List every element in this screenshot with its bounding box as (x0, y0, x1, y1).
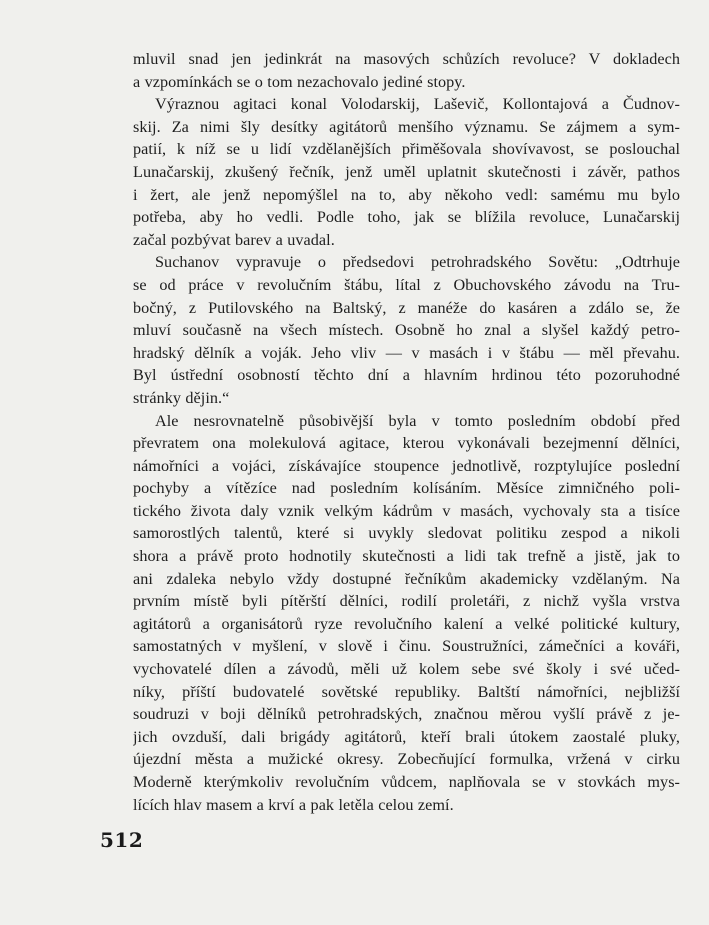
text-line: Byl ústřední osobností těchto dní a hlavním hrdinou této pozoruhodné (133, 366, 680, 385)
text-line: stránky dějin.“ (133, 388, 230, 407)
text-line: pochyby a vítězíce nad posledním kolísáním. Měsíce zimničného poli- (133, 479, 680, 498)
paragraph (133, 251, 680, 409)
text-line: ani zdaleka nebylo vždy dostupné řečníkům akademicky vzdělaným. Na (133, 569, 680, 588)
text-line: jich ovzduší, dali brigády agitátorů, kteří brali útokem zaostalé pluky, (133, 727, 680, 746)
text-line: tického života daly vznik velkým kádrům v masách, vychovaly sta a tisíce (133, 501, 680, 520)
text-line: potřeba, aby ho vedli. Podle toho, jak se blížila revoluce, Lunačarskij (133, 208, 680, 227)
text-line: hradský dělník a voják. Jeho vliv — v masách i v štábu — měl převahu. (133, 343, 680, 362)
paragraph (133, 48, 680, 93)
text-line: samorostlých talentů, které si uvykly sledovat politiku zespod a nikoli (133, 524, 680, 543)
text-line: Výraznou agitaci konal Volodarskij, Laševič, Kollontajová a Čudnov- (155, 95, 680, 114)
text-line: Lunačarskij, zkušený řečník, jenž uměl uplatnit skutečnosti i závěr, pathos (133, 162, 680, 181)
text-line: újezdní města a mužické okresy. Zobecňující formulka, vržená v cirku (133, 750, 680, 769)
text-line: skij. Za nimi šly desítky agitátorů menšího významu. Se zájmem a sym- (133, 117, 680, 136)
paragraph (133, 93, 680, 251)
text-line: začal pozbývat barev a uvadal. (133, 230, 335, 249)
text-line: samostatných v myšlení, v slově i činu. Soustružníci, zámečníci a kováři, (133, 637, 680, 656)
text-line: i žert, ale jenž nepomýšlel na to, aby někoho vedl: samému mu bylo (133, 185, 680, 204)
text-line: Ale nesrovnatelně působivější byla v tomto posledním období před (155, 411, 680, 430)
text-line: soudruzi v boji dělníků petrohradských, značnou měrou vyšlí právě z je- (133, 705, 680, 724)
text-line: mluví současně na všech místech. Osobně ho znal a slyšel každý petro- (133, 321, 680, 340)
page-number: 512 (100, 828, 144, 852)
text-line: níky, příští budovatelé sovětské republiky. Baltští námořníci, nejbližší (133, 682, 680, 701)
text-line: agitátorů a organisátorů ryze revolučního kalení a velké politické kultury, (133, 614, 680, 633)
text-line: prvním místě byli pítěrští dělníci, rodilí proletáři, z nichž vyšla vrstva (133, 592, 680, 611)
paragraph (133, 410, 680, 817)
text-line: shora a právě proto hodnotily skutečnosti a lidi tak trefně a jistě, jak to (133, 547, 680, 566)
text-line: se od práce v revolučním štábu, lítal z Obuchovského závodu na Tru- (133, 275, 680, 294)
text-line: a vzpomínkách se o tom nezachovalo jediné stopy. (133, 72, 466, 91)
text-line: vychovatelé dílen a závodů, měli už kolem sebe své školy i své učed- (133, 660, 680, 679)
text-line: patií, k níž se u lidí vzdělanějších přiměšovala shovívavost, se poslouchal (133, 140, 680, 159)
text-line: bočný, z Putilovského na Baltský, z manéže do kasáren a zdálo se, že (133, 298, 680, 317)
text-line: Suchanov vypravuje o předsedovi petrohradského Sovětu: „Odtrhuje (155, 253, 680, 272)
text-line: lících hlav masem a krví a pak letěla celou zemí. (133, 795, 454, 814)
text-line: Moderně kterýmkoliv revolučním vůdcem, naplňovala se v stovkách mys- (133, 773, 680, 791)
text-line: námořníci a vojáci, získávajíce stoupence jednotlivě, rozptylujíce poslední (133, 456, 680, 475)
body-text (133, 48, 680, 816)
text-line: převratem ona molekulová agitace, kterou vykonávali bezejmenní dělníci, (133, 434, 680, 453)
text-line: mluvil snad jen jedinkrát na masových schůzích revoluce? V dokladech (133, 50, 680, 68)
